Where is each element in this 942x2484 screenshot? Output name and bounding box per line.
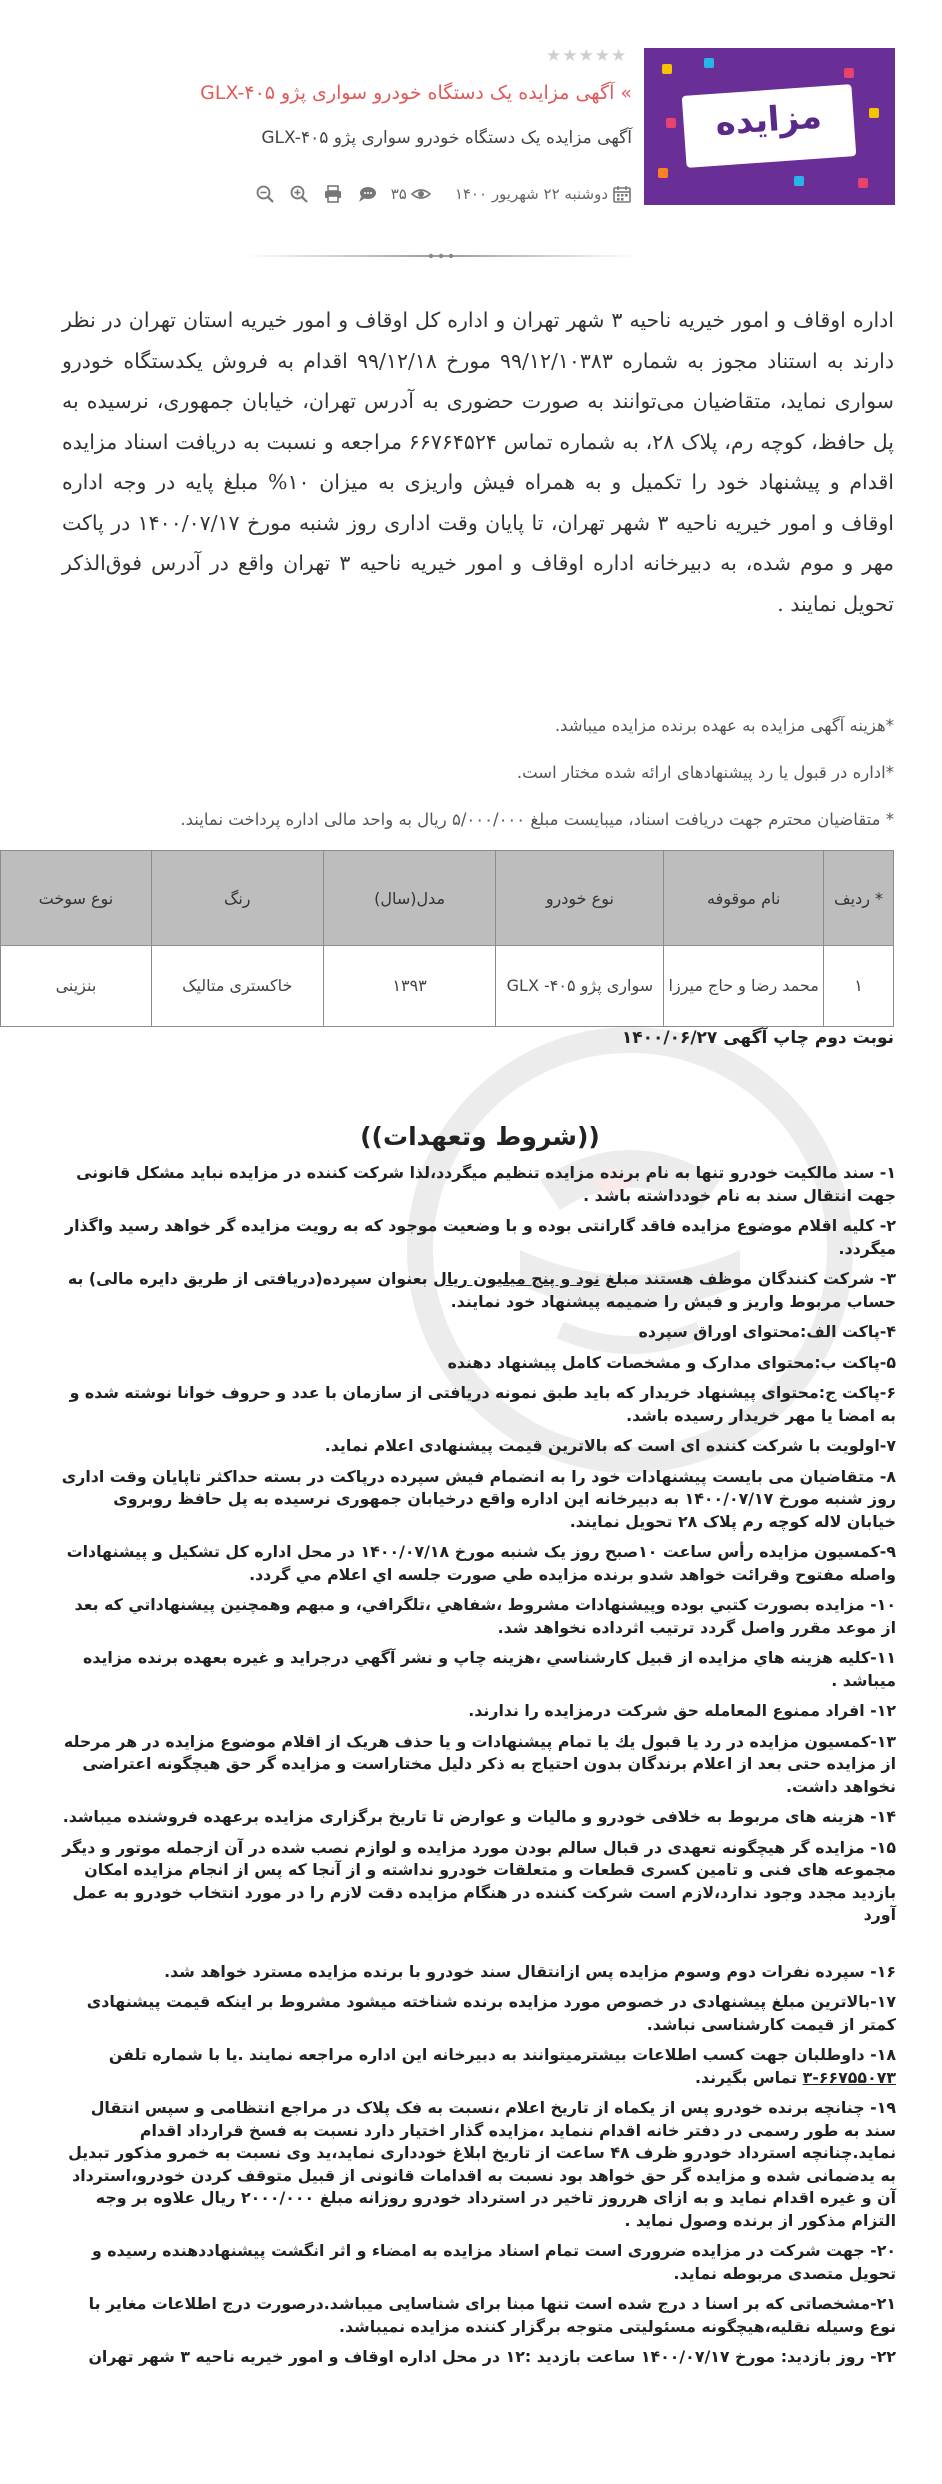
term-item: ۱۲- افراد ممنوع المعامله حق شرکت درمزایده را ندارند. (468, 1701, 896, 1720)
zoom-in-icon[interactable] (289, 184, 309, 204)
term-item: ۱۵- مزایده گر هیچگونه تعهدی در قبال سالم بودن مورد مزایده و لوازم نصب شده در آن ازجمله موتور و دیگر مجموعه های فنی و تامین کسری قطعات و متعلقات خودرو نداشته و از آنجا که پس از انجام مزایده امکان بازدید مجدد وجود ندارد،لازم است شرکت کننده در هنگام مزایده دقت لازم را در مورد انتخاب خودرو به عمل آورد (62, 1837, 896, 1924)
term-item: ۷-اولویت با شرکت کننده ای است که بالاترین قیمت پیشنهادی اعلام نماید. (324, 1436, 896, 1455)
table-header-row (1, 851, 894, 946)
phone-number: ۶۶۷۵۵۰۷۳-۳ (802, 2067, 896, 2087)
zoom-out-icon[interactable] (255, 184, 275, 204)
term-item: ۱۰- مزايده بصورت كتبي بوده وپيشنهادات مشروط ،شفاهي ،تلگرافي، و مبهم وهمچنين پيشنهاداتي كه بعد از موعد مقرر واصل گردد ترتيب اثرداده نخواهد شد. (74, 1595, 896, 1637)
print-icon[interactable] (323, 184, 343, 204)
col-header-fuel-type: نوع سوخت (1, 851, 152, 946)
rating-stars[interactable]: ★★★★★ (546, 46, 628, 66)
term-text: بعنوان سپرده(دریافتی از طریق دایره مالی) به حساب مربوط واریز و فیش را ضمیمه پیشنهاد خود نمایند. (67, 1269, 896, 1311)
auction-thumbnail[interactable] (644, 48, 895, 205)
term-item: ۱- سند مالکیت خودرو تنها به نام برنده مزایده تنظیم میگردد،لذا شرکت کننده در مزایده نباید مشکل قانونی جهت انتقال سند به نام خودداشته باشد . (76, 1163, 896, 1205)
col-header-endowment-name: نام موقوفه (664, 851, 824, 946)
note-2: *اداره در قبول یا رد پیشنهادهای ارائه شده مختار است. (516, 763, 894, 782)
terms-list (60, 1162, 896, 2377)
term-item: ۱۴- هزینه های مربوط به خلافی خودرو و مالیات و عوارض تا تاریخ برگزاری مزایده برعهده فروشنده میباشد. (62, 1807, 896, 1826)
col-header-model-year: مدل(سال) (323, 851, 496, 946)
vehicle-table (0, 850, 894, 1027)
cell-vehicle-type: سواری پژو ۴۰۵- GLX (496, 946, 664, 1027)
article-title-text: آگهی مزایده یک دستگاه خودرو سواری پژو GLX-۴۰۵ (200, 82, 615, 104)
col-header-vehicle-type: نوع خودرو (496, 851, 664, 946)
publish-date-text: دوشنبه ۲۲ شهریور ۱۴۰۰ (454, 185, 608, 203)
cell-fuel-type: بنزینی (1, 946, 152, 1027)
table-row (1, 946, 894, 1027)
term-item: ۱۹- چنانچه برنده خودرو پس از یکماه از تاریخ اعلام ،نسبت به فک پلاک در مراجع انتظامی و سپس انتقال سند به طور رسمی در دفتر خانه اقدام ننماید ،مزایده گذار اختیار دارد نسبت به فسخ قرارداد اقدام نماید.چنانچه استرداد خودرو ظرف ۴۸ ساعت از تاریخ ابلاغ خودداری نماید،ید وی نسبت به خمرو مذکور تبدیل به یدضمانی شده و مزایده گر حق خواهد بود نسبت به اقدامات قانونی از قبیل متوقف کردن خودرو،استرداد آن و غیره اقدام نماید و به ازای هرروز تاخیر در استرداد خودرو روزانه مبلغ ۲۰۰۰/۰۰۰ ریال علاوه بر وجه التزام مذکور از برنده وصول نماید . (68, 2098, 896, 2230)
chevron-icon: » (620, 82, 632, 104)
eye-icon (411, 184, 431, 204)
term-item: ۲۰- جهت شرکت در مزایده ضروری است تمام اسناد مزایده به امضاء و اثر انگشت پیشنهاددهنده رسیده و تحویل متصدی مربوطه نماید. (91, 2241, 896, 2283)
deposit-amount: نود و پنج میلیون ریال (433, 1269, 600, 1288)
term-text: ۳- شرکت کنندگان موظف هستند مبلغ (599, 1269, 896, 1288)
header-divider (245, 250, 637, 262)
term-item: ۶-پاکت ج:محتوای پیشنهاد خریدار که باید طبق نمونه دریافتی از سازمان با عدد و حروف خوانا نوشته شده و به امضا یا مهر خریدار رسیده باشد. (69, 1383, 896, 1425)
note-3: * متقاضیان محترم جهت دریافت اسناد، میبایست مبلغ ۵/۰۰۰/۰۰۰ ریال به واحد مالی اداره پرداخت نمایند. (180, 810, 894, 829)
term-item: ۹-کمسیون مزایده رأس ساعت ۱۰صبح روز یک شنبه مورخ ۱۴۰۰/۰۷/۱۸ در محل اداره کل تشکیل و پیشنهادات واصله مفتوح وقرائت خواهد شدو برنده مزایده طي صورت جلسه اي اعلام مي گردد. (66, 1542, 896, 1584)
terms-title: ((شروط وتعهدات)) (360, 1122, 600, 1151)
publish-date (455, 184, 632, 204)
term-item: ۸- متقاضیان می بایست پیشنهادات خود را به انضمام فیش سپرده درپاکت در بسته حداکثر تاپایان وقت اداری روز شنبه مورخ ۱۴۰۰/۰۷/۱۷ به دبیرخانه این اداره واقع درخیابان جمهوری نرسیده به پل حافظ روبروی خیابان لاله کوچه رم پلاک ۲۸ تحویل نمایند. (61, 1466, 896, 1531)
view-count-text: ۳۵ (390, 185, 407, 203)
col-header-color: رنگ (151, 851, 323, 946)
cell-endowment-name: محمد رضا و حاج میرزا (664, 946, 824, 1027)
article-subtitle: آگهی مزایده یک دستگاه خودرو سواری پژو GLX-۴۰۵ (261, 128, 632, 148)
term-item (60, 1268, 896, 1313)
term-text: ۱۸- داوطلبان جهت کسب اطلاعات بیشترمیتوانند به دبیرخانه این اداره مراجعه نمایند .یا با شماره تلفن (108, 2045, 896, 2064)
view-count (391, 184, 431, 204)
term-item: ۱۷-بالاترین مبلغ پیشنهادی در خصوص مورد مزایده برنده شناخته میشود مشروط بر اینکه قیمت پیشنهادی کمتر از قیمت کارشناسی نباشد. (86, 1992, 896, 2034)
term-item: ۲۲- روز بازدید: مورخ ۱۴۰۰/۰۷/۱۷ ساعت بازدید :۱۲ در محل اداره اوقاف و امور خیریه ناحیه ۳ شهر تهران (88, 2347, 896, 2366)
comment-icon[interactable] (357, 184, 377, 204)
article-meta-bar (255, 184, 632, 204)
term-item: ۱۳-کمسیون مزایده در رد یا قبول یك یا تمام پیشنهادات و یا حذف هریک از اقلام موضوع مزایده در هر مرحله از مزایده حتی بعد از اعلام برندگان بدون احتیاج به ذکر دلیل مختاراست و مزایده گر حق هیچگونه اعتراضی نخواهد داشت. (63, 1731, 896, 1796)
cell-row-number: ۱ (824, 946, 894, 1027)
article-title-link[interactable] (200, 82, 632, 104)
term-text: تماس بگیرند. (694, 2067, 803, 2087)
cell-color: خاکستری متالیک (151, 946, 323, 1027)
calendar-icon (612, 184, 632, 204)
note-1: *هزینه آگهی مزایده به عهده برنده مزایده میباشد. (554, 716, 894, 735)
auction-thumbnail-bubble (682, 84, 857, 168)
print-round-notice: نوبت دوم چاپ آگهی ۱۴۰۰/۰۶/۲۷ (621, 1028, 894, 1048)
article-header (0, 0, 942, 260)
term-item: ۲۱-مشخصاتی که بر اسنا د درج شده است تنها مبنا برای شناسایی میباشد.درصورت درج اطلاعات مغایر با نوع وسیله نقلیه،هیچگونه مسئولیتی متوجه برگزار کننده مزایده نمیباشد. (88, 2294, 896, 2336)
cell-model-year: ۱۳۹۳ (323, 946, 496, 1027)
term-item: ۴-پاکت الف:محتوای اوراق سپرده (638, 1322, 896, 1341)
term-item: ۱۶- سپرده نفرات دوم وسوم مزایده پس ازانتقال سند خودرو با برنده مزایده مسترد خواهد شد. (164, 1961, 896, 1981)
col-header-row-number: * ردیف (824, 851, 894, 946)
term-item: ۵-پاکت ب:محتوای مدارک و مشخصات کامل پیشنهاد دهنده (447, 1352, 896, 1372)
intro-paragraph: اداره اوقاف و امور خیریه ناحیه ۳ شهر تهران و اداره کل اوقاف و امور خیریه استان تهران در نظر دارند به استناد مجوز به شماره ۹۹/۱۲/۱۰۳۸۳ مورخ ۹۹/۱۲/۱۸ اقدام به فروش یکدستگاه خودرو سواری نماید، متقاضیان می‌توانند به صورت حضوری به آدرس تهران، خیابان جمهوری، نرسیده به پل حافظ، کوچه رم، پلاک ۲۸، به شماره تماس ۶۶۷۶۴۵۲۴ مراجعه و نسبت به دریافت اسناد مزایده اقدام و پیشنهاد خود را تکمیل و به همراه فیش واریزی به میزان ۱۰% مبلغ پایه در وجه اداره اوقاف و امور خیریه ناحیه ۳ شهر تهران، تا پایان وقت اداری روز شنبه مورخ ۱۴۰۰/۰۷/۱۷ در پاکت مهر و موم شده، به دبیرخانه اداره اوقاف و امور خیریه ناحیه ۳ تهران واقع در آدرس فوق‌الذکر تحویل نمایند . (62, 308, 895, 616)
term-item: ۱۱-کلیه هزینه هاي مزايده از قبيل كارشناسي ،هزينه چاپ و نشر آگهي درجرايد و غيره بعهده برنده مزايده ميباشد . (83, 1648, 896, 1690)
term-item: ۲- کلیه اقلام موضوع مزایده فاقد گارانتی بوده و با وضعیت موجود که به رویت مزایده گر خواهد رسید واگذار میگردد. (65, 1216, 896, 1258)
term-item (60, 2044, 896, 2089)
auction-thumbnail-label: مزایده (714, 96, 824, 144)
